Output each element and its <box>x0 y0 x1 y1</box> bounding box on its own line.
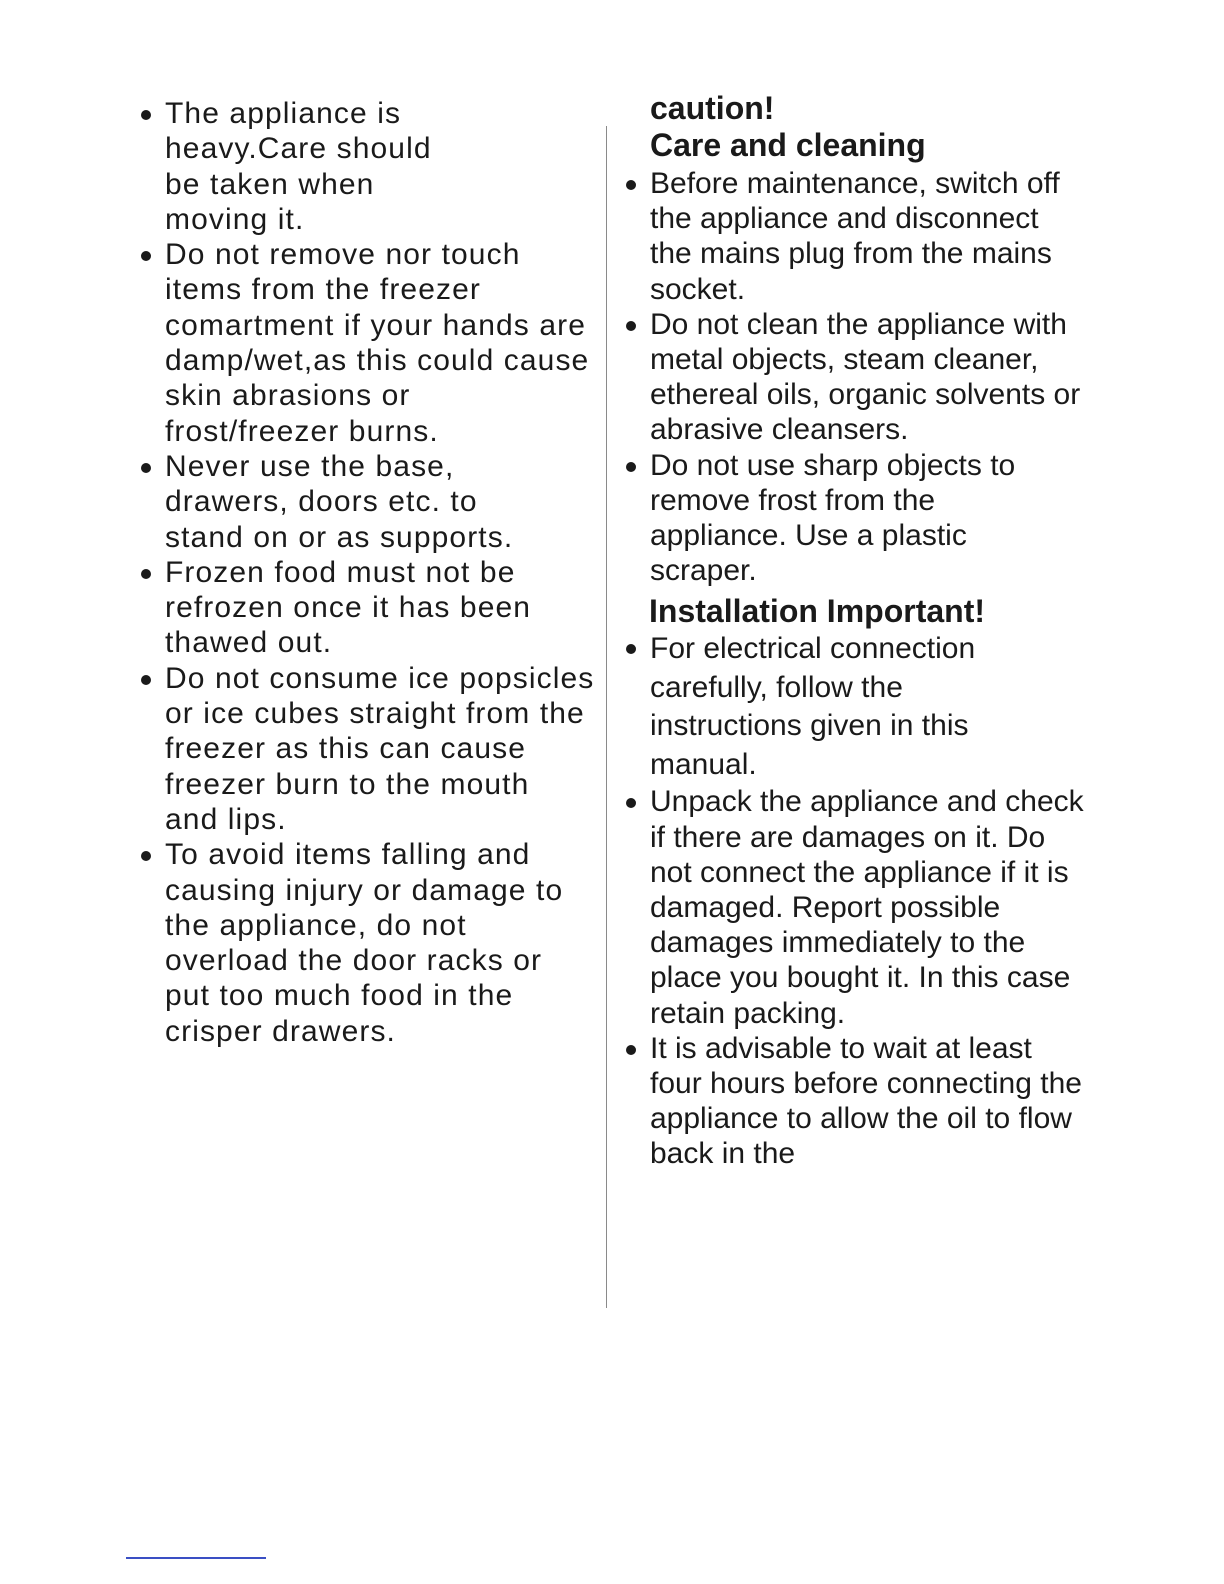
list-item-text: The appliance is heavy.Care should be taken when moving it. <box>165 97 432 236</box>
list-item <box>623 166 1070 307</box>
list-item-text-continued: and lips. <box>165 802 287 836</box>
bullet-icon <box>626 1045 636 1055</box>
bullet-icon <box>626 798 636 808</box>
left-column <box>138 96 595 1049</box>
list-item-text: Frozen food must not be refrozen once it has been thawed out. <box>165 555 532 660</box>
list-item-text: Do not remove nor touch items from the freezer comartment if your hands are damp/wet,as this could cause skin abrasions or frost/freezer burns. <box>165 238 590 448</box>
list-item <box>623 784 1085 1030</box>
column-divider <box>606 126 607 1308</box>
list-item <box>623 448 1070 589</box>
bullet-icon <box>141 675 151 685</box>
bullet-icon <box>626 462 636 472</box>
bullet-icon <box>141 110 151 120</box>
list-item-text: Do not use sharp objects to remove frost from the appliance. Use a plastic scraper. <box>650 448 1016 588</box>
list-item-text: Do not consume ice popsicles or ice cubes straight from the freezer as this can cause freezer burn to the mouth <box>165 661 595 801</box>
list-item-text: Never use the base, drawers, doors etc. to stand on or as supports. <box>165 449 514 554</box>
list-item-text: For electrical connection carefully, follow the instructions given in this manual. <box>650 632 976 781</box>
list-item <box>138 96 465 237</box>
safety-bullet-list <box>138 96 595 1049</box>
list-item-text: Do not clean the appliance with metal objects, steam cleaner, ethereal oils, organic solvents or abrasive cleansers. <box>650 307 1081 447</box>
list-item <box>623 630 1035 784</box>
list-item <box>138 661 610 837</box>
care-bullet-list <box>623 166 1081 588</box>
list-item <box>623 307 1095 448</box>
list-item <box>623 1031 1090 1172</box>
bullet-icon <box>141 851 151 861</box>
list-item-text: It is advisable to wait at least four hours before connecting the appliance to allow the oil to flow back in the <box>650 1031 1082 1171</box>
list-item <box>138 449 545 555</box>
bullet-icon <box>626 321 636 331</box>
list-item-text: Before maintenance, switch off the appliance and disconnect the mains plug from the mains socket. <box>650 167 1060 306</box>
list-item-text: To avoid items falling and causing injury or damage to the appliance, do not overload the door racks or put too much food in the crisper drawers. <box>165 838 564 1048</box>
footer-rule <box>126 1557 266 1559</box>
list-item <box>138 237 590 449</box>
list-item <box>138 837 595 1049</box>
list-item <box>138 555 565 661</box>
bullet-icon <box>626 644 636 654</box>
care-and-cleaning-heading: Care and cleaning <box>650 127 926 163</box>
bullet-icon <box>626 180 636 190</box>
installation-bullet-list <box>623 630 1084 1171</box>
installation-heading: Installation Important! <box>649 593 985 630</box>
bullet-icon <box>141 251 151 261</box>
right-column <box>623 90 1084 1172</box>
bullet-icon <box>141 463 151 473</box>
bullet-icon <box>141 569 151 579</box>
caution-heading: caution! <box>650 90 775 126</box>
list-item-text: Unpack the appliance and check if there are damages on it. Do not connect the appliance if it is damaged. Report possible damages immediately to the place you bought it. In this case retain packing. <box>650 785 1084 1030</box>
